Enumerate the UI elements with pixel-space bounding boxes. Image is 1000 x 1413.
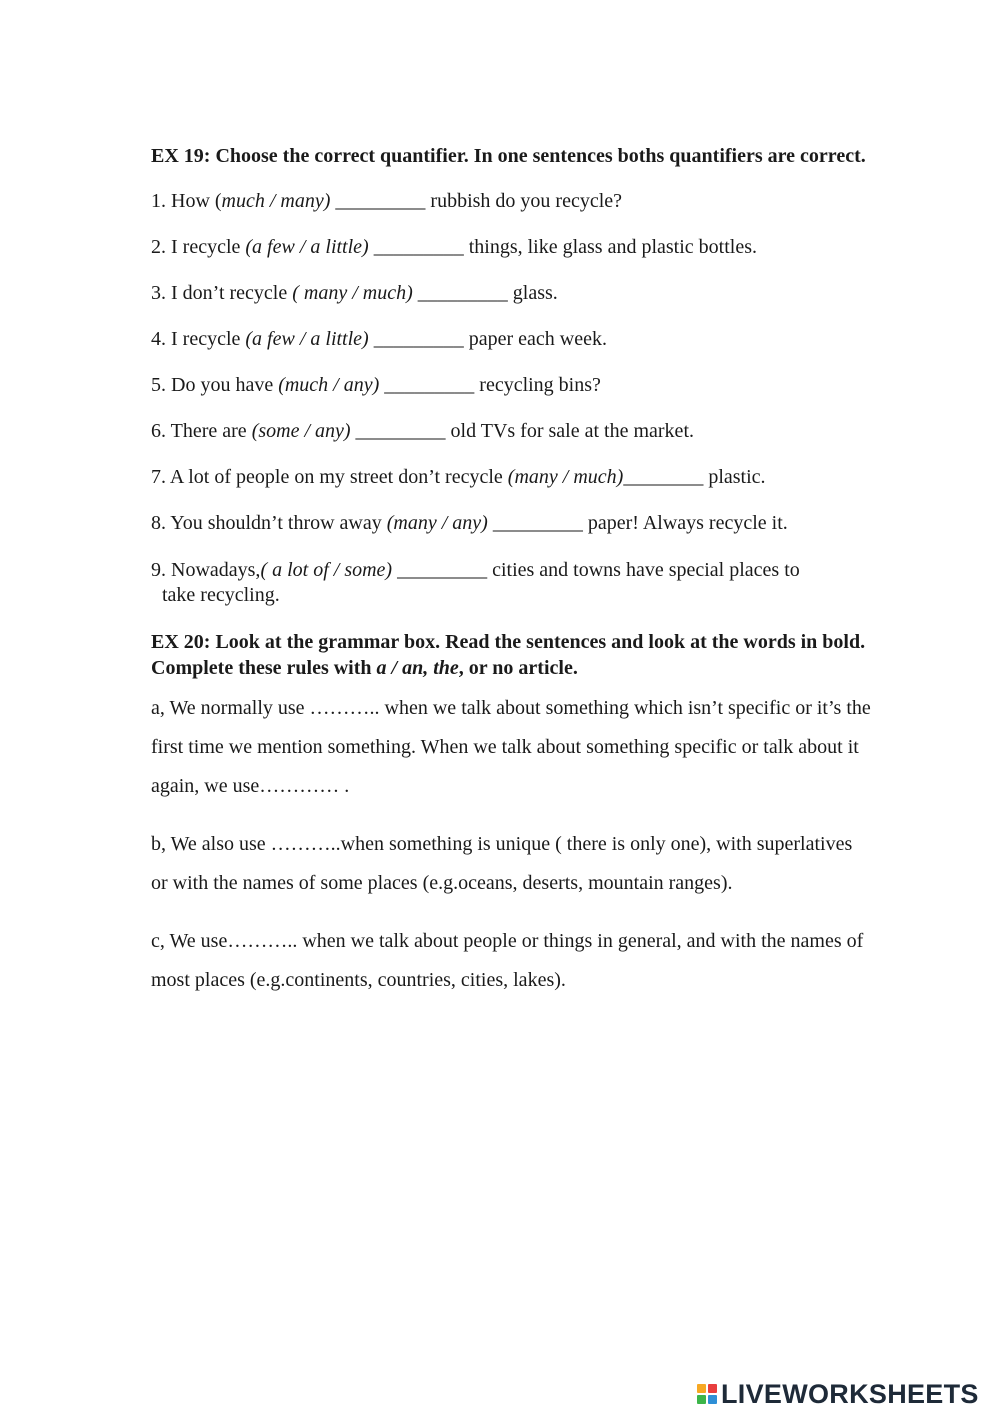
ex20-title: EX 20: Look at the grammar box. Read the sentences and look at the words in bold. Complete these rules with a / an, the, or no article.	[151, 631, 866, 679]
rule-c: c, We use……….. when we talk about people or things in general, and with the names of most places (e.g.continents, countries, cities, lakes).	[151, 930, 864, 991]
liveworksheets-logo	[697, 1377, 979, 1411]
logo-text: LIVEWORKSHEETS	[721, 1378, 979, 1409]
worksheet-page	[151, 143, 871, 1000]
question-5: 5. Do you have (much / any) _________ recycling bins?	[151, 374, 601, 396]
answer-blank[interactable]: _________	[487, 512, 588, 534]
answer-blank[interactable]: ________	[623, 466, 709, 488]
answer-dots[interactable]: ………..	[309, 697, 385, 719]
question-7: 7. A lot of people on my street don’t recycle (many / much)________ plastic.	[151, 466, 766, 488]
ex20-rules	[151, 689, 871, 1000]
question-6: 6. There are (some / any) _________ old TVs for sale at the market.	[151, 420, 694, 442]
rule-b: b, We also use ………..when something is unique ( there is only one), with superlatives or with the names of some places (e.g.oceans, deserts, mountain ranges).	[151, 833, 853, 894]
answer-blank[interactable]: _________	[350, 420, 451, 442]
answer-blank[interactable]: _________	[412, 282, 513, 304]
answer-dots[interactable]: ………… .	[259, 775, 350, 797]
answer-blank[interactable]: _________	[368, 328, 469, 350]
logo-squares-icon	[697, 1384, 717, 1404]
answer-blank[interactable]: _________	[330, 190, 431, 212]
question-1: 1. How (much / many) _________ rubbish do you recycle?	[151, 190, 623, 212]
rule-a: a, We normally use ……….. when we talk about something which isn’t specific or it’s the first time we mention something. When we talk about something specific or talk about it again, we use………… .	[151, 697, 871, 797]
answer-blank[interactable]: _________	[379, 374, 480, 396]
ex19-title: EX 19: Choose the correct quantifier. In one sentences boths quantifiers are correct.	[151, 145, 866, 167]
ex19-questions	[151, 189, 871, 608]
question-9: 9. Nowadays,( a lot of / some) _________ cities and towns have special places to take recycling.	[151, 559, 800, 606]
answer-dots[interactable]: ………..	[270, 833, 341, 855]
answer-blank[interactable]: _________	[392, 559, 493, 581]
answer-blank[interactable]: _________	[368, 236, 469, 258]
question-3: 3. I don’t recycle ( many / much) _________ glass.	[151, 282, 558, 304]
question-2: 2. I recycle (a few / a little) _________ things, like glass and plastic bottles.	[151, 236, 758, 258]
question-4: 4. I recycle (a few / a little) _________ paper each week.	[151, 328, 607, 350]
answer-dots[interactable]: ………..	[227, 930, 303, 952]
question-8: 8. You shouldn’t throw away (many / any) _________ paper! Always recycle it.	[151, 512, 788, 534]
